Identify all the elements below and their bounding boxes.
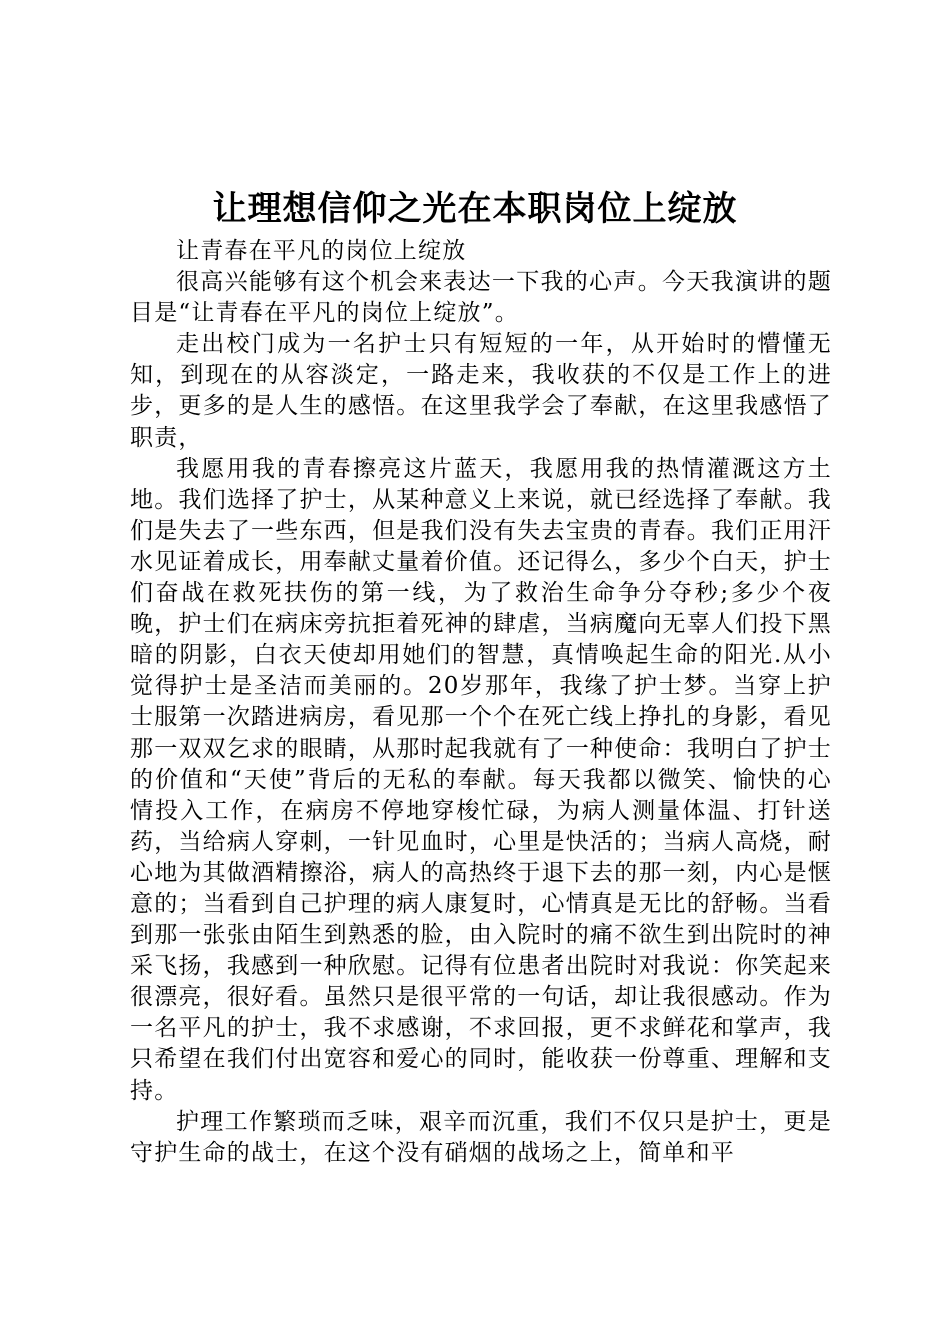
body-paragraph: 很高兴能够有这个机会来表达一下我的心声。今天我演讲的题目是“让青春在平凡的岗位上绽放”。 (130, 269, 832, 327)
body-paragraph: 护理工作繁琐而乏味，艰辛而沉重，我们不仅只是护士，更是守护生命的战士，在这个没有硝烟的战场之上，简单和平 (130, 1108, 832, 1166)
document-title: 让理想信仰之光在本职岗位上绽放 (212, 189, 738, 229)
subtitle-paragraph: 让青春在平凡的岗位上绽放 (176, 238, 467, 264)
document-body (130, 236, 832, 1169)
body-paragraph: 走出校门成为一名护士只有短短的一年，从开始时的懵懂无知，到现在的从容淡定，一路走来，我收获的不仅是工作上的进步，更多的是人生的感悟。在这里我学会了奉献，在这里我感悟了职责， (130, 331, 832, 451)
body-paragraph: 我愿用我的青春擦亮这片蓝天，我愿用我的热情灌溉这方土地。我们选择了护士，从某种意义上来说，就已经选择了奉献。我们是失去了一些东西，但是我们没有失去宝贵的青春。我们正用汗水见证着成长，用奉献丈量着价值。还记得么，多少个白天，护士们奋战在救死扶伤的第一线，为了救治生命争分夺秒;多少个夜晚，护士们在病床旁抗拒着死神的肆虐，当病魔向无辜人们投下黑暗的阴影，白衣天使却用她们的智慧，真情唤起生命的阳光.从小觉得护士是圣洁而美丽的。20岁那年，我缘了护士梦。当穿上护士服第一次踏进病房，看见那一个个在死亡线上挣扎的身影，看见那一双双乞求的眼睛，从那时起我就有了一种使命：我明白了护士的价值和“天使”背后的无私的奉献。每天我都以微笑、愉快的心情投入工作，在病房不停地穿梭忙碌，为病人测量体温、打针送药，当给病人穿刺，一针见血时，心里是快活的；当病人高烧，耐心地为其做酒精擦浴，病人的高热终于退下去的那一刻，内心是惬意的；当看到自己护理的病人康复时，心情真是无比的舒畅。当看到那一张张由陌生到熟悉的脸，由入院时的痛不欲生到出院时的神采飞扬，我感到一种欣慰。记得有位患者出院时对我说：你笑起来很漂亮，很好看。虽然只是很平常的一句话，却让我很感动。作为一名平凡的护士，我不求感谢，不求回报，更不求鲜花和掌声，我只希望在我们付出宽容和爱心的同时，能收获一份尊重、理解和支持。 (130, 455, 832, 1104)
